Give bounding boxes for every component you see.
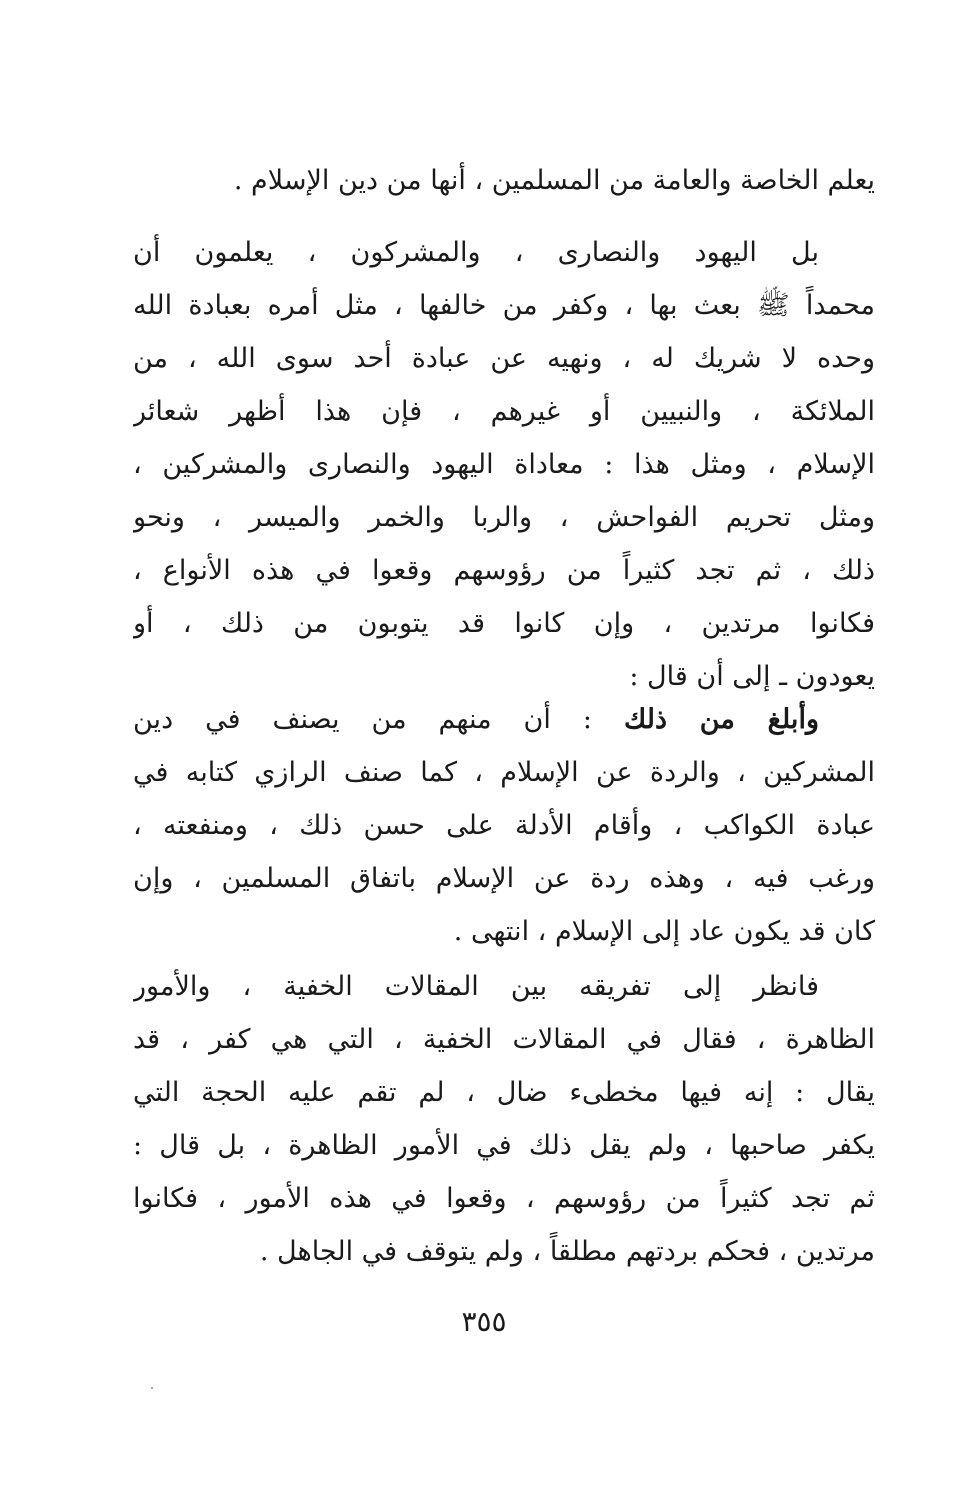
text-line: المشركين ، والردة عن الإسلام ، كما صنف الرازي كتابه في xyxy=(133,757,875,788)
paragraph-2 xyxy=(133,226,875,703)
text-line: الملائكة ، والنبيين أو غيرهم ، فإن هذا أظهر شعائر xyxy=(133,396,875,427)
text-line: عبادة الكواكب ، وأقام الأدلة على حسن ذلك ، ومنفعته ، xyxy=(133,810,875,841)
text-line: ذلك ، ثم تجد كثيراً من رؤوسهم وقعوا في هذه الأنواع ، xyxy=(133,555,875,586)
text-line: مرتدين ، فحكم بردتهم مطلقاً ، ولم يتوقف في الجاهل . xyxy=(259,1236,875,1267)
text-line: فكانوا مرتدين ، وإن كانوا قد يتوبون من ذلك ، أو xyxy=(133,608,875,639)
text-line: يعلم الخاصة والعامة من المسلمين ، أنها من دين الإسلام . xyxy=(233,165,875,196)
paragraph-4 xyxy=(133,960,875,1278)
text-line: يعودون ـ إلى أن قال : xyxy=(629,661,875,692)
text-line: يقال : إنه فيها مخطىء ضال ، لم تقم عليه الحجة التي xyxy=(133,1077,875,1108)
text-line: ومثل تحريم الفواحش ، والربا والخمر والميسر ، ونحو xyxy=(133,502,875,533)
paragraph-1 xyxy=(133,154,875,207)
text-line: الإسلام ، ومثل هذا : معاداة اليهود والنصارى والمشركين ، xyxy=(133,449,875,480)
text-line: محمداً ﷺ بعث بها ، وكفر من خالفها ، مثل أمره بعبادة الله xyxy=(133,290,875,321)
text-line: فانظر إلى تفريقه بين المقالات الخفية ، والأمور xyxy=(133,971,819,1002)
text-line: وحده لا شريك له ، ونهيه عن عبادة أحد سوى الله ، من xyxy=(133,343,875,374)
lead-phrase: وأبلغ من ذلك xyxy=(623,704,819,735)
text-line-rest: : أن منهم من يصنف في دين xyxy=(133,704,592,735)
paragraph-3 xyxy=(133,693,875,958)
text-line: ورغب فيه ، وهذه ردة عن الإسلام باتفاق المسلمين ، وإن xyxy=(133,863,875,894)
text-line: الظاهرة ، فقال في المقالات الخفية ، التي هي كفر ، قد xyxy=(133,1024,875,1055)
text-line: يكفر صاحبها ، ولم يقل ذلك في الأمور الظاهرة ، بل قال : xyxy=(133,1130,875,1161)
text-line xyxy=(133,693,875,746)
scan-speck xyxy=(151,1387,153,1389)
text-line: كان قد يكون عاد إلى الإسلام ، انتهى . xyxy=(453,916,875,947)
text-line: بل اليهود والنصارى ، والمشركون ، يعلمون أن xyxy=(133,237,819,268)
text-line: ثم تجد كثيراً من رؤوسهم ، وقعوا في هذه الأمور ، فكانوا xyxy=(133,1183,875,1214)
page-number: ٣٥٥ xyxy=(461,1305,507,1338)
